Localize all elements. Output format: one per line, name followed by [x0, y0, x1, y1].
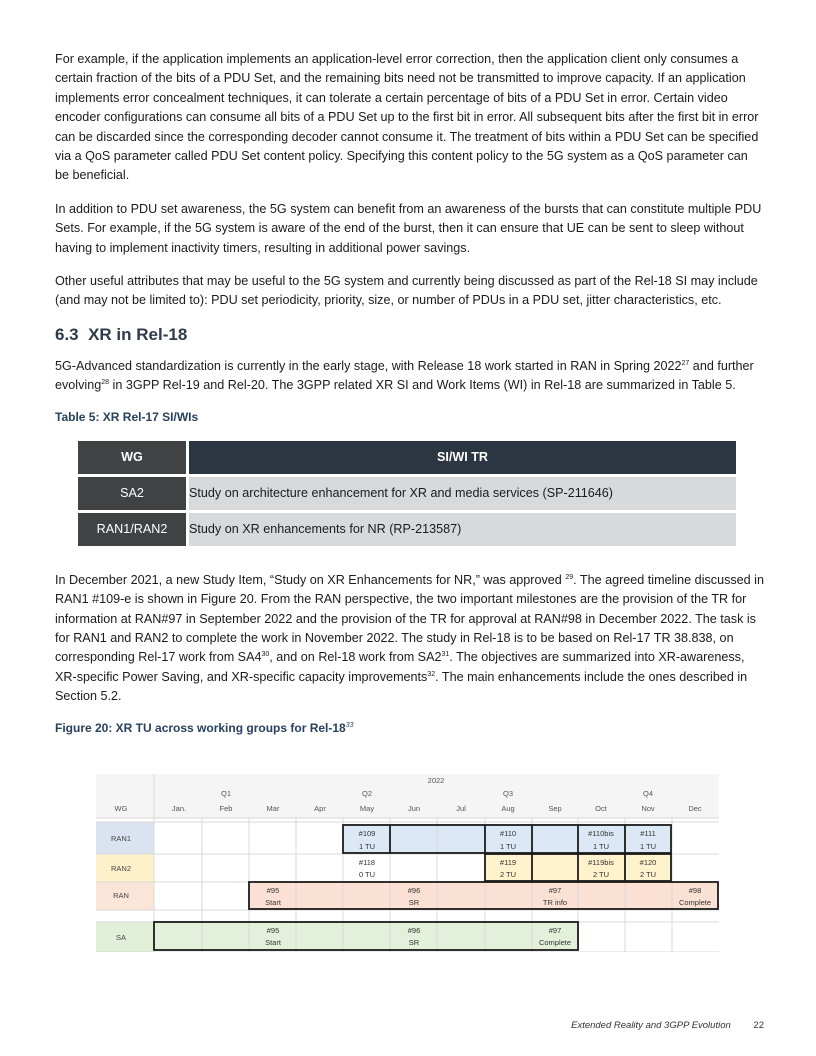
paragraph-5g-advanced	[55, 357, 765, 396]
meeting-tu: 2 TU	[639, 870, 657, 879]
xr-si-wi-table	[75, 438, 739, 549]
wg-label-ran: RAN	[113, 891, 129, 900]
month-label: Dec	[688, 804, 702, 813]
footnote-ref[interactable]: 33	[345, 721, 354, 729]
meeting-label: #110bis	[588, 829, 614, 838]
ran-bar	[249, 882, 718, 909]
page-number: 22	[753, 1020, 764, 1031]
meeting-status: Complete	[678, 898, 712, 907]
footnote-ref[interactable]: 29	[565, 573, 574, 581]
row-wg-cell: SA2	[78, 477, 186, 510]
text-run: . The objectives are summarized into XR-awareness, XR-specific Power Saving, and XR-specific capacity improvements	[55, 650, 745, 684]
row-wg-cell: RAN1/RAN2	[78, 513, 186, 546]
year-label: 2022	[427, 776, 445, 785]
wg-label-ran2: RAN2	[110, 864, 132, 873]
footer-title: Extended Reality and 3GPP Evolution	[571, 1020, 731, 1031]
section-heading	[55, 325, 765, 345]
wg-label-sa: SA	[115, 933, 127, 942]
table-caption: Table 5: XR Rel-17 SI/WIs	[55, 409, 199, 424]
meeting-status: Start	[265, 898, 281, 907]
figure-caption-text: Figure 20: XR TU across working groups for Rel-18	[55, 720, 346, 735]
footnote-ref[interactable]: 28	[101, 379, 110, 387]
quarter-q3: Q3	[502, 789, 514, 798]
timeline-grid	[96, 774, 719, 952]
section-title: XR in Rel-18	[88, 324, 188, 344]
meeting-label: #118	[358, 858, 376, 867]
meeting-tu: 0 TU	[358, 870, 376, 879]
month-label: Mar	[266, 804, 280, 813]
meeting-status: SR	[408, 938, 420, 947]
text-run: . The main enhancements include the ones described in Section 5.2.	[55, 669, 748, 704]
meeting-tu: 1 TU	[358, 842, 376, 851]
month-label: Aug	[501, 804, 515, 813]
wg-label-ran1: RAN1	[110, 834, 132, 843]
meeting-tu: 2 TU	[499, 870, 517, 879]
month-label: Jan.	[171, 804, 187, 813]
text-run: in 3GPP Rel-19 and Rel-20. The 3GPP related XR SI and Work Items (WI) in Rel-18 are summarized in Table 5.	[109, 378, 736, 393]
row-tr-cell: Study on architecture enhancement for XR and media services (SP-211646)	[189, 477, 736, 510]
month-label: Jul	[456, 804, 466, 813]
quarter-q2: Q2	[361, 789, 373, 798]
paragraph-useful-attributes: Other useful attributes that may be useful to the 5G system and currently being discussed as part of the Rel-18 SI may include (and may not be limited to): PDU set periodicity, priority, size, or number of PDUs in a PDU set, jitter characteristics, etc.	[55, 274, 758, 308]
footnote-ref[interactable]: 30	[261, 651, 270, 659]
quarter-q4: Q4	[642, 789, 654, 798]
footnote-ref[interactable]: 27	[681, 359, 690, 367]
meeting-status: Complete	[538, 938, 572, 947]
month-label: Feb	[219, 804, 233, 813]
table-row	[78, 477, 736, 510]
meeting-label: #109	[358, 829, 376, 838]
figure-caption	[55, 721, 765, 735]
paragraph-pdu-set-content-policy: For example, if the application implements an application-level error correction, then the application client only consumes a certain fraction of the bits of a PDU Set, and the remaining bits need not be transmitted to improve capacity. If an application implements error concealment techniques, it can tolerate a certain percentage of bits of a PDU Set in error. Certain video encoder configurations can consume all bits of a PDU Set up to the first bit in error. All subsequent bits after the first bit in error can be discarded since the corresponding decoder cannot consume it. The treatment of bits within a PDU Set can be specified via a QoS parameter called PDU Set content policy. Specifying this content policy to the 5G system as a QoS parameter can be beneficial.	[55, 52, 759, 183]
month-label: Nov	[641, 804, 655, 813]
section-number: 6.3	[55, 324, 79, 344]
meeting-tu: 1 TU	[592, 842, 610, 851]
text-run: and further evolving	[55, 358, 754, 393]
quarter-q1: Q1	[220, 789, 232, 798]
table-header-row	[78, 441, 736, 474]
meeting-tu: 2 TU	[592, 870, 610, 879]
meeting-status: SR	[408, 898, 420, 907]
meeting-tu: 1 TU	[639, 842, 657, 851]
meeting-label: #98	[688, 886, 702, 895]
meeting-label: #96	[407, 926, 421, 935]
meeting-label: #111	[640, 829, 656, 838]
month-label: Apr	[314, 804, 326, 813]
table-row	[78, 513, 736, 546]
sa-bar	[154, 922, 578, 950]
meeting-label: #119	[499, 858, 517, 867]
meeting-label: #95	[266, 926, 280, 935]
month-label: Jun	[407, 804, 421, 813]
text-run: . The agreed timeline discussed in RAN1 #109-e is shown in Figure 20. From the RAN perspective, the two important milestones are the provision of the TR for information at RAN#97 in September 2022 and the provision of the TR for approval at RAN#98 in December 2022. The task is for RAN1 and RAN2 to complete the work in November 2022. The study in Rel-18 is to be based on Rel-17 TR 38.838, on corresponding Rel-17 work from SA4	[55, 572, 764, 665]
header-wg: WG	[78, 441, 186, 474]
month-label: May	[359, 804, 375, 813]
meeting-label: #120	[639, 858, 657, 867]
page-content	[55, 50, 765, 749]
meeting-label: #97	[548, 886, 562, 895]
meeting-label: #95	[266, 886, 280, 895]
text-run: 5G-Advanced standardization is currently in the early stage, with Release 18 work started in RAN in Spring 2022	[55, 358, 682, 373]
wg-column-label: WG	[114, 804, 128, 813]
page-footer	[571, 1020, 764, 1031]
footnote-ref[interactable]: 32	[427, 670, 436, 678]
month-label: Sep	[548, 804, 562, 813]
xr-timeline-figure	[96, 774, 719, 952]
header-si-wi-tr: SI/WI TR	[189, 441, 736, 474]
paragraph-burst-awareness: In addition to PDU set awareness, the 5G system can benefit from an awareness of the bursts that can constitute multiple PDU Sets. For example, if the 5G system is aware of the end of the burst, then it can ensure that UE can be sent to sleep without having to implement inactivity timers, resulting in additional power savings.	[55, 201, 762, 255]
meeting-label: #110	[499, 829, 517, 838]
text-run: , and on Rel-18 work from SA2	[269, 650, 442, 665]
meeting-status: Start	[265, 938, 281, 947]
text-run: In December 2021, a new Study Item, “Study on XR Enhancements for NR,” was approved	[55, 572, 566, 587]
row-tr-cell: Study on XR enhancements for NR (RP-213587)	[189, 513, 736, 546]
meeting-status: TR info	[542, 898, 568, 907]
footnote-ref[interactable]: 31	[441, 651, 450, 659]
paragraph-study-item	[55, 571, 765, 707]
month-label: Oct	[595, 804, 607, 813]
meeting-label: #119bis	[588, 858, 614, 867]
meeting-label: #97	[548, 926, 562, 935]
meeting-label: #96	[407, 886, 421, 895]
meeting-tu: 1 TU	[499, 842, 517, 851]
